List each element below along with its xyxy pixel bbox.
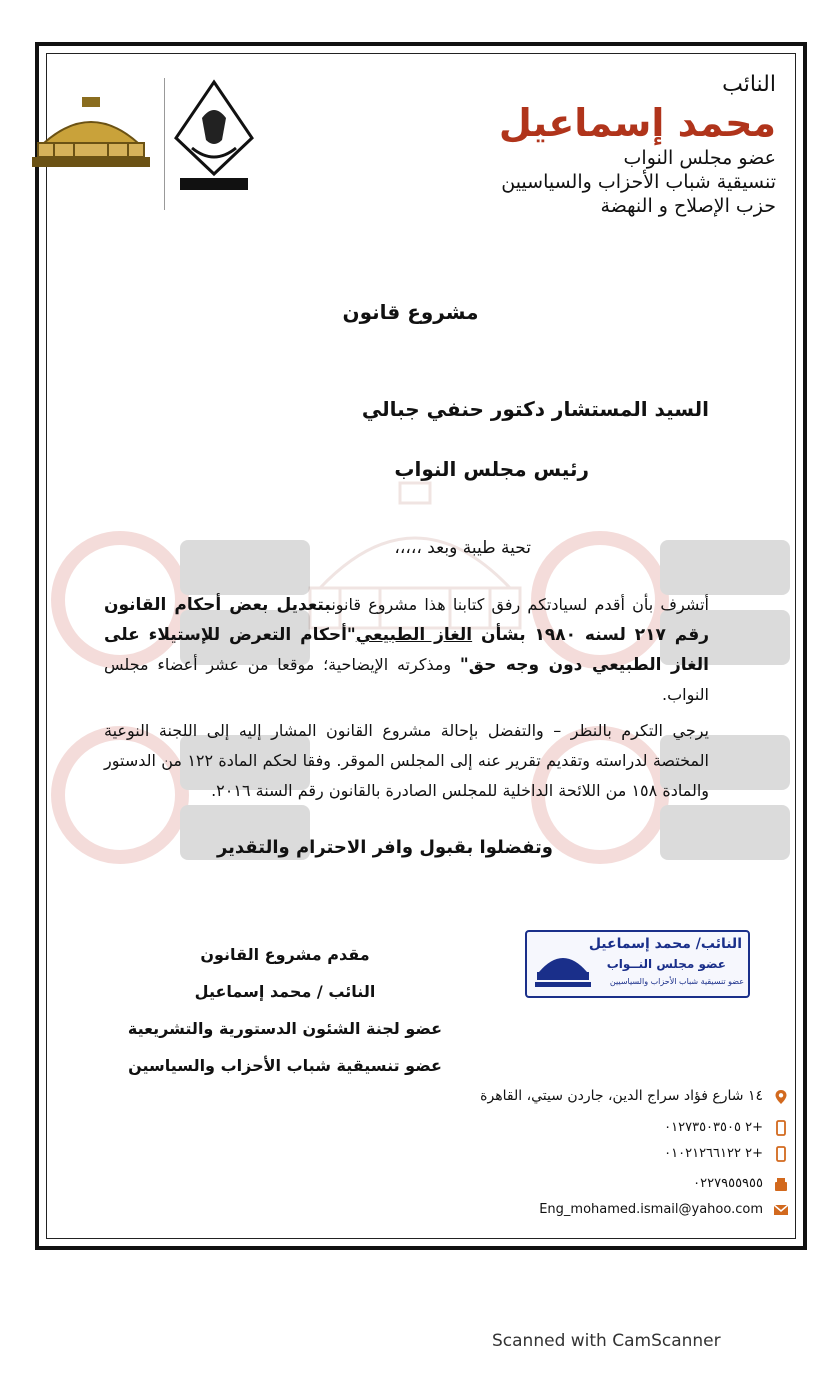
mp-name: محمد إسماعيل [498,101,776,145]
header-block [356,70,776,218]
law-amendment-text: بتعديل بعض أحكام القانون رقم ٢١٧ لسنه ١٩٨٠ بشأن [104,595,710,645]
location-pin-icon [773,1089,789,1105]
mobile-phone-icon [773,1120,789,1136]
header-line-coordination: تنسيقية شباب الأحزاب والسياسيين [501,171,776,193]
closing-line: وتفضلوا بقبول وافر الاحترام والتقدير [216,837,553,858]
submitter-block [120,940,450,1088]
law-title-quote: "أحكام التعرض للإستيلاء على الغاز الطبيعي دون وجه حق" [104,625,709,675]
stamp-name: النائب/ محمد إسماعيل [588,936,742,952]
addressee-title: رئيس مجلس النواب [394,457,589,481]
natural-gas-text: الغاز الطبيعي [355,625,473,645]
submitter-line: النائب / محمد إسماعيل [194,982,376,1001]
email-icon [773,1202,789,1218]
contact-email: Eng_mohamed.ismail@yahoo.com [539,1202,763,1217]
paragraph-request: يرجي التكرم بالنظر – والتفضل بإحالة مشروع القانون المشار إليه إلى اللجنة النوعية المختصة لدراسته وتقديم تقرير عنه إلى المجلس الموقر. وفقا لحكم المادة ١٢٢ من الدستور والمادة ١٥٨ من اللائحة الداخلية للمجلس الصادرة بالقانون رقم السنة ٢٠١٦. [104,721,709,800]
coordination-logo [172,78,256,196]
stamp-role: عضو مجلس النــواب [606,957,726,971]
document-title: مشروع قانون [342,300,479,324]
header-line-party: حزب الإصلاح و النهضة [600,195,776,217]
paragraph-intro [104,590,709,710]
stamp-dome-icon [533,942,593,990]
submitter-line: عضو لجنة الشئون الدستورية والتشريعية [127,1019,443,1038]
submitter-line: عضو تنسيقية شباب الأحزاب والسياسين [128,1056,442,1075]
addressee-name: السيد المستشار دكتور حنفي جبالي [361,397,709,421]
mp-prefix: النائب [722,72,776,97]
paragraph-intro-rest: ومذكرته الإيضاحية؛ موقعا من عشر أعضاء مجلس النواب. [104,655,709,704]
official-stamp [525,930,750,998]
paragraph-intro-text: أتشرف بأن أقدم لسيادتكم رفق كتابنا هذا مشروع قانون [331,595,710,614]
contact-address: ١٤ شارع فؤاد سراج الدين، جاردن سيتي، القاهرة [480,1088,763,1104]
header-line-membership: عضو مجلس النواب [623,147,776,169]
contact-mobile-1: +٢ ٠١٢٧٣٥٠٣٥٠٥ [664,1120,763,1135]
greeting: تحية طيبة وبعد ،،،،، [394,538,531,558]
stamp-coordination: عضو تنسيقية شباب الأحزاب والسياسيين [609,977,744,986]
contact-mobile-2: +٢ ٠١٠٢١٢٦٦١٢٢ [664,1146,763,1161]
scanner-footer: Scanned with CamScanner [492,1331,721,1351]
submitter-line: مقدم مشروع القانون [200,945,370,964]
telephone-icon [773,1176,789,1192]
parliament-logo [30,95,152,170]
contact-phone: ٠٢٢٧٩٥٥٩٥٥ [693,1176,763,1191]
mobile-phone-icon [773,1146,789,1162]
logo-divider [164,78,165,210]
